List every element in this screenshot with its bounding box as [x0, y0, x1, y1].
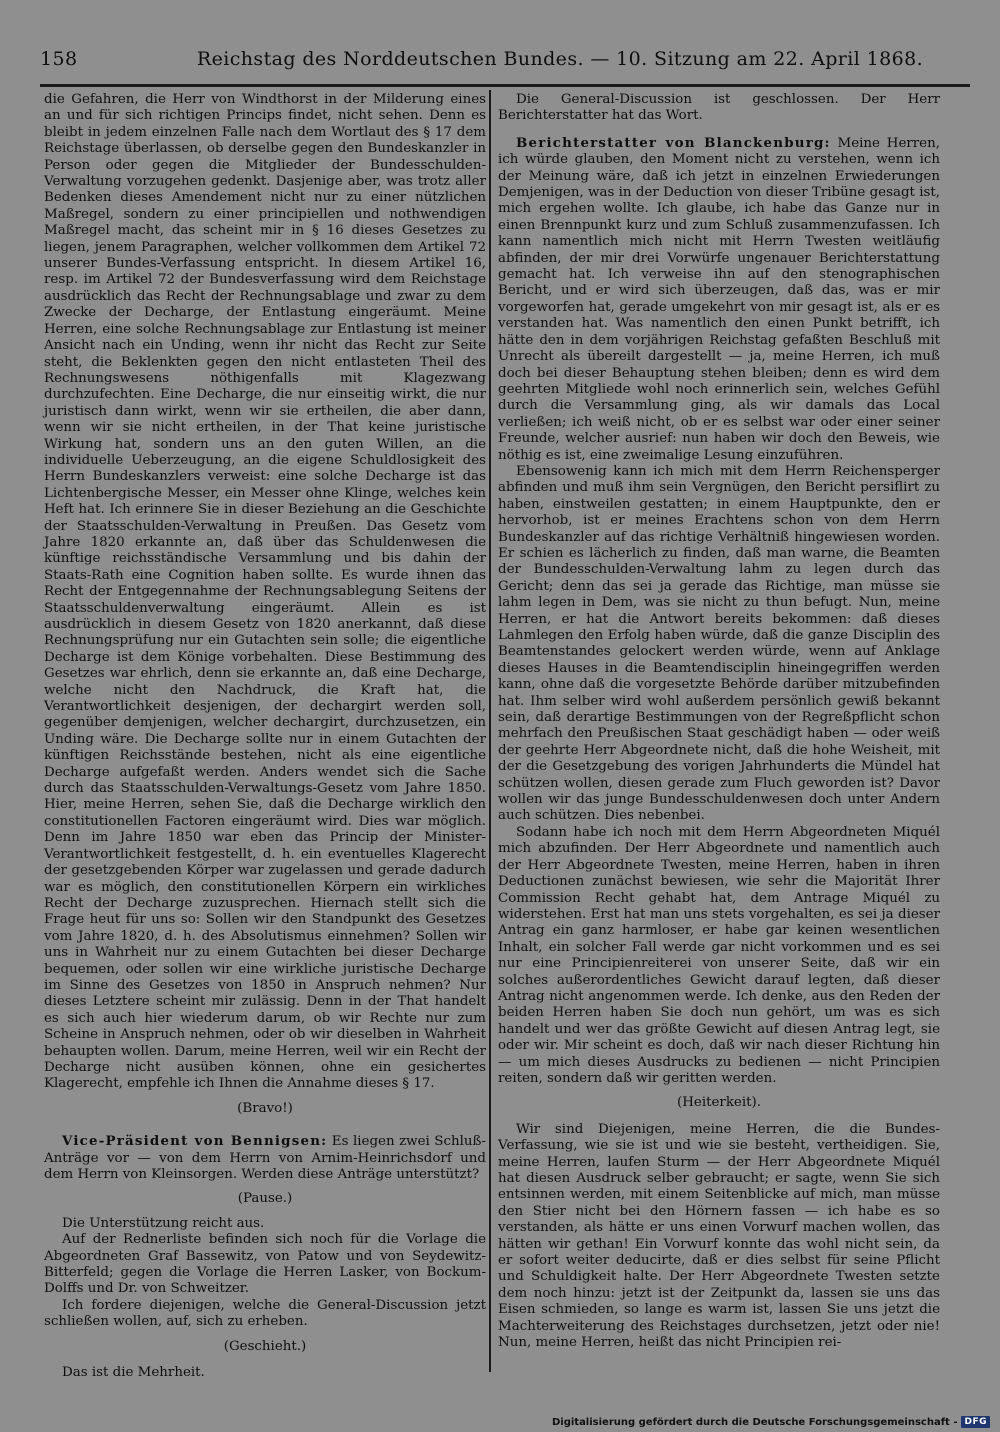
stage-direction-pause: (Pause.) — [237, 1191, 293, 1207]
right-column — [498, 92, 940, 1351]
stage-direction-happens: (Geschieht.) — [223, 1338, 307, 1354]
rapporteur-paragraph — [498, 135, 940, 464]
majority-statement: Das ist die Mehrheit. — [62, 1365, 205, 1381]
stage-direction-bravo: (Bravo!) — [237, 1100, 293, 1116]
credit-text: Digitalisierung gefördert durch die Deutsche Forschungsgemeinschaft - — [551, 1416, 958, 1428]
digitization-credit — [552, 1414, 990, 1430]
support-statement: Die Unterstützung reicht aus. — [62, 1215, 265, 1231]
dfg-logo: DFG — [961, 1416, 990, 1428]
header-rule — [40, 84, 970, 87]
page-header — [40, 48, 970, 78]
speech-paragraph: Wir sind Diejenigen, meine Herren, die die Bundes-Verfassung, wie sie ist und wie sie besteht, vertheidigen. Sie, meine Herren, laufen Sturm — der Herr Abgeordnete Miquél hat diesen Ausdruck selber gebraucht; er sagte, wenn Sie sich entsinnen werden, mit einem Seitenblicke auf mich, man müsse den Stier nicht bei den Hörnern fassen — ich habe es so verstanden, als hätte er uns einen Vorwurf machen wollen, das hätten wir gethan! Ein Vorwurf konnte das wohl nicht sein, da er sofort weiter deducirte, daß er dies selbst für seine Pflicht und Schuldigkeit halte. Der Herr Abgeordnete Twesten setzte dem noch hinzu: jetzt ist der Zeitpunkt da, lassen sie uns das Eisen schmieden, so lange es warm ist, lassen Sie uns jetzt die Machterweiterung des Reichstages durchsetzen, jetzt oder nie! Nun, meine Herren, heißt das nicht Principien rei- — [498, 1121, 940, 1351]
column-divider — [489, 90, 491, 1372]
running-title: Reichstag des Norddeutschen Bundes. — 10. Sitzung am 22. April 1868. — [196, 48, 924, 70]
vice-president-statement — [44, 1133, 486, 1183]
vote-request: Ich fordere diejenigen, welche die General-Discussion jetzt schließen wollen, auf, sich zu erheben. — [44, 1297, 486, 1330]
speaker-label: Vice-Präsident von Bennigsen: — [62, 1133, 328, 1150]
speech-paragraph: Sodann habe ich noch mit dem Herrn Abgeordneten Miquél mich abzufinden. Der Herr Abgeordnete und namentlich auch der Herr Abgeordnete Twesten, meine Herren, haben in ihren Deductionen zunächst bewiesen, wie sehr die Majorität Ihrer Commission Recht gehabt hat, dem Antrage Miquél zu widerstehen. Erst hat man uns stets vorgehalten, es sei ja dieser Antrag ein ganz harmloser, er habe gar keinen wesentlichen Inhalt, ein solcher Fall werde gar nicht vorkommen und es sei nur eine Principienreiterei von unserer Seite, daß wir ein solches außerordentliches Gewicht darauf legten, daß dieser Antrag nicht angenommen werde. Ich denke, aus den Reden der beiden Herren haben Sie doch nun gehört, um was es sich handelt und wer das größte Gewicht auf diesen Antrag legt, sie oder wir. Mir scheint es doch, daß wir nach dieser Richtung hin — um mich dieses Ausdrucks zu bedienen — nicht Principien reiten, sondern daß wir geritten werden. — [498, 824, 940, 1086]
closing-statement: Die General-Discussion ist geschlossen. Der Herr Berichterstatter hat das Wort. — [498, 92, 940, 124]
statement-text: Es liegen zwei Schluß-Anträge vor — von dem Herrn von Arnim-Heinrichsdorf und dem Herrn von Kleinsorgen. Werden diese Anträge unterstützt? — [44, 1134, 486, 1182]
speech-paragraph: die Gefahren, die Herr von Windthorst in der Milderung eines an und für sich richtigen Princips findet, nicht sehen. Denn es bleibt in jedem einzelnen Falle nach dem Wortlaut des § 17 dem Reichstage überlassen, ob derselbe gegen den Bundeskanzler in Person oder gegen die Mitglieder der Bundesschulden-Verwaltung vorzugehen gedenkt. Dasjenige aber, was trotz aller Bedenken dieses Amendement nicht nur zu einer nützlichen Maßregel, sondern zu einer principiellen und nothwendigen Maßregel macht, das scheint mir in § 16 dieses Gesetzes zu liegen, jenem Paragraphen, welcher vollkommen dem Artikel 72 unserer Bundes-Verfassung entspricht. In diesem Artikel 16, resp. im Artikel 72 der Bundesverfassung wird dem Reichstage ausdrücklich das Recht der Rechnungsablage und zwar zu dem Zwecke der Decharge, der Entlastung eingeräumt. Meine Herren, eine solche Rechnungsablage zur Entlastung ist meiner Ansicht nach ein Unding, wenn ihr nicht das Recht zur Seite steht, die Beklenkten gegen den nicht entlasteten Theil des Rechnungswesens nöthigenfalls mit Klagezwang durchzufechten. Eine Decharge, die nur einseitig wirkt, die nur juristisch dann wirkt, wenn wir sie ertheilen, die aber dann, wenn wir sie nicht ertheilen, in der That keine juristische Wirkung hat, sondern uns an den guten Willen, an die individuelle Ueberzeugung, an die eigene Schuldlosigkeit des Herrn Bundeskanzlers verweist: eine solche Decharge ist das Lichtenbergische Messer, ein Messer ohne Klinge, welches kein Heft hat. Ich erinnere Sie in dieser Beziehung an die Geschichte der Staatsschulden-Verwaltung in Preußen. Das Gesetz vom Jahre 1820 erkannte an, daß über das Schuldenwesen die künftige reichsständische Versammlung und bis dahin der Staats-Rath eine Cognition haben sollte. Es wurde ihnen das Recht der Entgegennahme der Rechnungsablegung Seitens der Staatsschuldenverwaltung eingeräumt. Allein es ist ausdrücklich in diesem Gesetz von 1820 anerkannt, daß diese Rechnungsprüfung nur ein Gutachten sein solle; die eigentliche Decharge ist dem Könige vorbehalten. Diese Bestimmung des Gesetzes war ehrlich, denn sie erkannte an, daß eine Decharge, welche nicht den Nachdruck, die Kraft hat, die Verantwortlichkeit desjenigen, der dechargirt werden soll, gegenüber demjenigen, welcher dechargirt, durchzusetzen, ein Unding wäre. Die Decharge sollte nur in einem Gutachten der künftigen Reichsstände bestehen, nicht als eine eigentliche Decharge aufgefaßt werden. Anders wendet sich die Sache durch das Staatsschulden-Verwaltungs-Gesetz vom Jahre 1850. Hier, meine Herren, sehen Sie, daß die Decharge wirklich den constitutionellen Factoren eingeräumt wird. Dies war möglich. Denn im Jahre 1850 war eben das Princip der Minister-Verantwortlichkeit festgestellt, d. h. ein eventuelles Klagerecht der gesetzgebenden Körper war zugelassen und gerade dadurch war es möglich, den constitutionellen Körpern ein wirkliches Recht der Decharge zuzusprechen. Hiernach stellt sich die Frage heut für uns so: Sollen wir den Standpunkt des Gesetzes vom Jahre 1820, d. h. des Absolutismus einnehmen? Sollen wir uns in Wahrheit nur zu einem Gutachten bei dieser Decharge bequemen, oder sollen wir eine wirkliche juristische Decharge im Sinne des Gesetzes von 1850 in Anspruch nehmen? Nur dieses Letztere scheint mir zulässig. Denn in der That handelt es sich auch hier wiederum darum, ob wir Rechte nur zum Scheine in Anspruch nehmen, oder ob wir dieselben in Wahrheit behaupten wollen. Darum, meine Herren, weil wir ein Recht der Decharge nicht ausüben können, ohne ein gesichertes Klagerecht, empfehle ich Ihnen die Annahme dieses § 17. — [44, 92, 486, 1092]
page-number: 158 — [40, 48, 78, 70]
left-column — [44, 92, 486, 1381]
speech-paragraph: Ebensowenig kann ich mich mit dem Herrn Reichensperger abfinden und muß ihm sein Vergnügen, den Bericht persiflirt zu haben, einstweilen gestatten; in einem Hauptpunkte, den er hervorhob, ist er meines Erachtens schon von dem Herrn Bundeskanzler auf das richtige Verhältniß hingewiesen worden. Er schien es lächerlich zu finden, daß man warne, die Beamten der Bundesschulden-Verwaltung lahm zu legen durch das Gericht; denn das sei ja gerade das Richtige, man müsse sie lahm legen in Dem, was sie nicht zu thun befugt. Nun, meine Herren, er hat die Antwort bereits bekommen: daß dieses Lahmlegen den Erfolg haben würde, daß die ganze Disciplin des Beamtenstandes gelockert werden würde, wenn auf Anklage dieses Hauses in die Beamtendisciplin hineingegriffen werden kann, ohne daß die vorgesetzte Behörde darüber mitzubefinden hat. Ihm selber wird wohl außerdem persönlich gewiß bekannt sein, daß derartige Bestimmungen von der Regreßpflicht schon mehrfach den Preußischen Staat geschädigt haben — oder weiß der geehrte Herr Abgeordnete nicht, daß die hohe Weisheit, mit der die Gesetzgebung des vorigen Jahrhunderts die Mündel hat schützen wollen, diesen gerade zum Fluch geworden ist? Davor wollen wir das junge Bundesschuldenwesen doch unter Andern auch schützen. Dies nebenbei. — [498, 463, 940, 824]
stage-direction-laughter: (Heiterkeit). — [677, 1095, 761, 1111]
speakers-list: Auf der Rednerliste befinden sich noch für die Vorlage die Abgeordneten Graf Bassewitz, von Patow und von Seydewitz-Bitterfeld; gegen die Vorlage die Herren Lasker, von Bockum-Dolffs und Dr. von Schweitzer. — [44, 1232, 486, 1297]
speech-text: Meine Herren, ich würde glauben, den Moment nicht zu verstehen, wenn ich der Meinung wäre, daß ich jetzt in einzelnen Erwiederungen Demjenigen, was in der Deduction von dieser Tribüne gesagt ist, mich ergehen wollte. Ich glaube, ich habe das Ganze nur in einen Brennpunkt kurz und zum Schluß zusammenzufassen. Ich kann namentlich mich nicht mit Herrn Twesten weitläufig abfinden, der mir drei Vorwürfe ungenauer Berichterstattung gemacht hat. Ich verweise ihn auf den stenographischen Bericht, und er wird sich überzeugen, daß das, was er mir vorgeworfen hat, gerade umgekehrt von mir gesagt ist, als er es verstanden hat. Was namentlich den einen Punkt betrifft, ich hätte den in dem vorjährigen Reichstag gefaßten Beschluß mit Unrecht als übereilt dargestellt — ja, meine Herren, ich muß doch bei dieser Behauptung stehen bleiben; denn es wird dem geehrten Mitgliede wohl noch erinnerlich sein, welches Gefühl durch die Versammlung ging, als wir damals das Local verließen; ich weiß nicht, ob er es selbst war oder einer seiner Freunde, welcher ausrief: nun haben wir doch den Beweis, wie nöthig es ist, eine zweimalige Lesung einzuführen. — [498, 135, 940, 463]
speaker-label: Berichterstatter von Blanckenburg: — [516, 134, 831, 151]
